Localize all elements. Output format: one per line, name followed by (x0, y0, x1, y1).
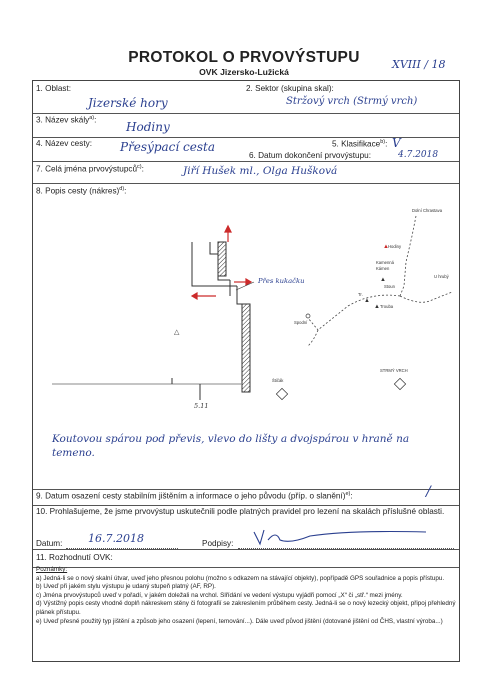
field-label-cesta: 4. Název cesty: (36, 139, 92, 148)
field-label-sektor: 2. Sektor (skupina skal): (246, 84, 334, 93)
map-path-west (308, 295, 400, 330)
map-label: Stoun (384, 284, 395, 289)
map-label: Dolní Chrastava (412, 208, 443, 213)
map-label: U hrubý (434, 274, 449, 279)
field-value-klasifikace: V (392, 136, 401, 150)
triangle-mark: △ (174, 329, 180, 336)
map-label: Kamenná (376, 260, 394, 265)
field-label-osazeni: 9. Datum osazení cesty stabilním jištěním a informace o jeho původu (příp. o slanění)$^{e)}$: (36, 491, 353, 501)
field-value-datum: 16.7.2018 (88, 532, 144, 545)
field-value-jmena: Jiří Hušek ml., Olga Hušková (183, 165, 338, 177)
declaration: 10. Prohlašujeme, že jsme prvovýstup uskutečnili podle platných pravidel pro lezení na skalách příslušné oblasti. (36, 507, 445, 516)
map-label: Štičák (272, 378, 284, 383)
page-subtitle: OVK Jizersko-Lužická (199, 67, 289, 77)
date-underline (66, 548, 178, 549)
notes-section (36, 566, 456, 626)
summit-symbol (276, 388, 287, 399)
field-label-klasifikace: 5. Klasifikace$^{b)}$: (332, 139, 388, 149)
field-label-podpisy: Podpisy: (202, 539, 234, 548)
divider (33, 489, 459, 490)
map-path-south (308, 330, 318, 346)
map-label: Kámen (376, 266, 390, 271)
map-marker-hodiny: ▲ (383, 244, 389, 250)
note-line: d) Výstižný popis cesty vhodně doplň nákreskem stěny či fotografií se zakreslením průběhem cesty. Jedná-li se o nový lezecký objekt, připoj přehledný plánek přístupu. (36, 600, 456, 616)
field-label-oblast: 1. Oblast: (36, 84, 72, 93)
arrowhead (246, 279, 251, 285)
rock-hatch-right (242, 304, 250, 392)
notes-heading: Poznámky: (36, 566, 68, 573)
note-line: e) Uveď přesné použitý typ jištění a způsob jeho osazení (lepení, temování...). Dále uveď původ jištění (dotované jištění od ČHS, vlastní výroba...) (36, 617, 443, 625)
route-label: Přes kukačku (258, 277, 305, 285)
field-label-popis: 8. Popis cesty (nákres)$^{d)}$: (36, 186, 127, 196)
field-value-osazeni: / (426, 484, 431, 500)
field-value-cesta: Přesýpací cesta (120, 140, 216, 154)
map-path-east (400, 292, 452, 302)
field-value-skala: Hodiny (126, 120, 170, 134)
field-value-datum-dokonceni: 4.7.2018 (398, 150, 439, 160)
protocol-code: XVIII / 18 (392, 58, 446, 71)
label-pointer (236, 282, 254, 290)
map-path-north (400, 216, 416, 296)
map-label: Trouba (380, 304, 394, 309)
map-label: STRMÝ VRCH (380, 368, 408, 373)
divider (33, 161, 459, 162)
summit-symbol (394, 378, 405, 389)
map-label: Tr. (358, 292, 363, 297)
field-label-jmena: 7. Celá jména prvovýstupců$^{c)}$: (36, 164, 144, 174)
field-value-sektor: Stržový vrch (Strmý vrch) (286, 96, 418, 107)
map-point (306, 314, 310, 318)
note-line: a) Jedná-li se o nový skalní útvar, uveď jeho přesnou polohu (možno s odkazem na stávající objekty), popřípadě GPS souřadnice a popis přístupu. (36, 574, 445, 582)
signature (250, 526, 430, 550)
divider (33, 183, 459, 184)
arrowhead (192, 293, 197, 299)
route-description: Koutovou spárou pod převis, vlevo do lišty a dvojspárou v hraně na temeno. (52, 433, 410, 459)
field-label-rozhodnuti: 11. Rozhodnutí OVK: (36, 553, 113, 562)
field-value-oblast: Jizerské hory (88, 96, 168, 110)
rock-hatch-top (218, 242, 226, 276)
arrowhead (225, 226, 231, 232)
map-marker: ▲ (364, 298, 370, 304)
page-title: PROTOKOL O PRVOVÝSTUPU (128, 49, 360, 66)
grade-label: 5.11 (194, 402, 209, 410)
map-marker: ▲ (380, 277, 386, 283)
map-label: Spodní (294, 320, 308, 325)
note-line: c) Jména prvovýstupců uveď v pořadí, v jakém doležali na vrchol. Slřídání ve vedení výstupu vyjádři pomocí „X“ či „stř.“ mezi jmény. (36, 591, 403, 599)
divider (33, 113, 459, 114)
map-label: Hodiny (388, 244, 402, 249)
map-marker: ▲ (374, 304, 380, 310)
rock-outline-left (192, 242, 237, 286)
field-label-datum-dokonceni: 6. Datum dokončení prvovýstupu: (249, 151, 371, 160)
field-label-datum: Datum: (36, 539, 63, 548)
field-label-skala: 3. Název skály$^{a)}$: (36, 115, 97, 125)
note-line: b) Uveď při jakém stylu výstupu je udaný stupeň platný (AF, RP). (36, 583, 216, 591)
